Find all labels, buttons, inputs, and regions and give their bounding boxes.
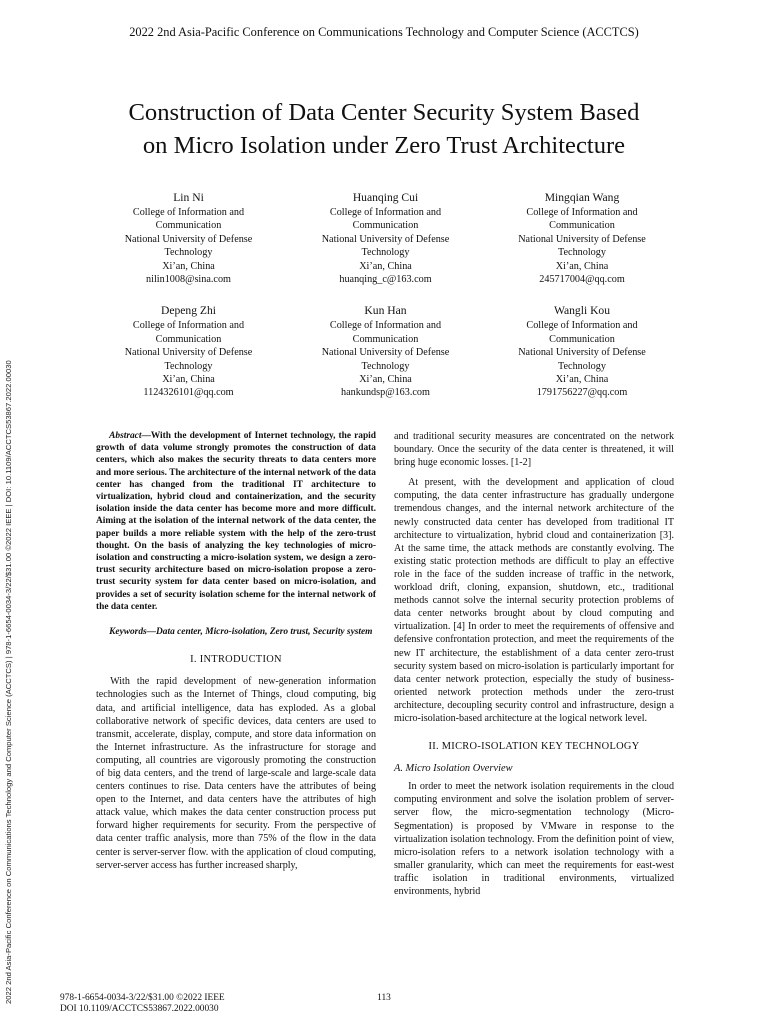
- title-line-1: Construction of Data Center Security System Based: [128, 99, 640, 126]
- author-email: nilin1008@sina.com: [146, 274, 231, 286]
- author-affiliation: National University of Defense: [124, 347, 253, 359]
- author-affiliation: Technology: [361, 360, 410, 372]
- author-email: 1124326101@qq.com: [143, 387, 234, 399]
- author-affiliation: College of Information and: [329, 320, 442, 332]
- section-heading-micro-isolation: II. MICRO-ISOLATION KEY TECHNOLOGY: [428, 741, 640, 753]
- section-heading-introduction: I. INTRODUCTION: [190, 654, 282, 666]
- author-affiliation: College of Information and: [526, 207, 638, 218]
- author-name: Lin Ni: [173, 191, 204, 204]
- author-email: 245717004@qq.com: [539, 274, 625, 286]
- author-affiliation: National University of Defense: [518, 233, 646, 245]
- author-name: Kun Han: [364, 304, 407, 318]
- author-affiliation: Communication: [352, 333, 419, 345]
- author-name: Depeng Zhi: [160, 304, 217, 318]
- author-affiliation: Technology: [558, 360, 606, 372]
- author-name: Mingqian Wang: [544, 191, 620, 204]
- abstract-lead: Abstract: [109, 431, 142, 441]
- author-affiliation: Communication: [549, 220, 615, 232]
- author-card: [484, 190, 680, 286]
- author-email: 1791756227@qq.com: [536, 387, 628, 399]
- author-affiliation: College of Information and: [132, 207, 245, 218]
- paper-title: [60, 96, 708, 162]
- paragraph: At present, with the development and application of cloud computing, the data center infrastructure has gradually undergone tremendous changes, and the internal network architecture of the newly constructed data center has developed from traditional IT architecture to virtualization, hybrid cloud and containerization [3]. At the same time, the attack methods are constantly evolving. The existing static protection methods are difficult to play an effective role in the face of the sudden increase of traffic in the network, workload drift, cloning, expansion, shutdown, etc., traditional methods cannot solve the internal security protection problems of data center networks brought about by cloud computing and virtualization. [4] In order to meet the requirements of offensive and defensive confrontation protection, and meet the requirements of the new IT architecture, the establishment of a data center zero-trust security system based on micro-isolation is particularly important for data center network protection, especially the study of business-oriented network protection methods under the zero-trust architecture, decoupling security control and infrastructure, design a micro-isolation-based architecture at the logical network level.: [394, 477, 674, 724]
- left-column: [96, 430, 376, 872]
- doi-side-strip: 2022 2nd Asia-Pacific Conference on Communications Technology and Computer Science (ACCTCS) | 978-1-6654-0034-3/22/$31.00 ©2022 IEEE | DOI: 10.1109/ACCTCS53867.2022.00030: [4, 360, 13, 1004]
- author-city: Xi’an, China: [162, 374, 215, 386]
- right-column: [394, 430, 674, 898]
- author-city: Xi’an, China: [162, 260, 215, 272]
- author-block: [90, 190, 680, 400]
- page-number: 113: [377, 993, 391, 1003]
- author-affiliation: Communication: [155, 220, 222, 232]
- abstract: [96, 430, 376, 613]
- author-name: Wangli Kou: [553, 304, 611, 318]
- author-city: Xi’an, China: [359, 260, 412, 272]
- author-affiliation: National University of Defense: [124, 233, 253, 245]
- author-affiliation: College of Information and: [329, 207, 442, 218]
- author-affiliation: Technology: [558, 247, 606, 259]
- keywords: Keywords—Data center, Micro-isolation, Zero trust, Security system: [109, 627, 373, 638]
- author-card: [90, 303, 287, 399]
- footer-isbn: 978-1-6654-0034-3/22/$31.00 ©2022 IEEE: [60, 993, 225, 1003]
- paragraph: In order to meet the network isolation requirements in the cloud computing environment and solve the isolation problem of server-server flow, the micro-segmentation technology (Micro-Segmentation) is proposed by VMware in response to the virtualization isolation technology. From the definition point of view, micro-isolation refers to a network isolation technology with a smaller granularity, which can meet the requirements for east-west traffic isolation in traditional environments, virtualized environments, hybrid: [394, 781, 674, 897]
- author-affiliation: Communication: [155, 333, 222, 345]
- author-affiliation: College of Information and: [526, 320, 638, 332]
- author-city: Xi’an, China: [555, 374, 609, 386]
- author-affiliation: Communication: [549, 333, 615, 345]
- author-affiliation: National University of Defense: [321, 233, 450, 245]
- author-affiliation: National University of Defense: [518, 347, 646, 359]
- author-card: [287, 190, 484, 286]
- subsection-heading: A. Micro Isolation Overview: [394, 763, 513, 775]
- title-line-2: on Micro Isolation under Zero Trust Architecture: [142, 132, 626, 159]
- paragraph: With the rapid development of new-generation information technologies such as the Internet of Things, cloud computing, big data, and artificial intelligence, data has exploded. As a global collaborative network of specific devices, data centers are used to transmit, accelerate, display, compute, and store data information on the Internet infrastructure. As the infrastructure for storage and computing, all countries are vigorously promoting the construction of big data centers, and the trend of large-scale and large-scale data centers continues to rise. Data centers have the attributes of being open to the Internet, and data centers have the attributes of high attack value, which makes the data center construction process put forward higher requirements for security. From the perspective of data center traffic analysis, more than 75% of the flow in the data center is server-server flow. with the application of cloud computing, server-server access has further increased sharply,: [96, 676, 376, 871]
- conference-header: 2022 2nd Asia-Pacific Conference on Communications Technology and Computer Science (ACCTCS): [129, 25, 639, 39]
- author-affiliation: Technology: [164, 247, 213, 259]
- author-email: huanqing_c@163.com: [339, 274, 432, 286]
- author-card: [484, 303, 680, 399]
- author-affiliation: Technology: [164, 360, 213, 372]
- paragraph: and traditional security measures are concentrated on the network boundary. Once the security of the data center is threatened, it will bring huge economic losses. [1-2]: [394, 431, 674, 469]
- author-affiliation: Communication: [352, 220, 419, 232]
- author-card: [287, 303, 484, 399]
- author-city: Xi’an, China: [555, 260, 609, 272]
- author-name: Huanqing Cui: [352, 191, 419, 204]
- author-email: hankundsp@163.com: [341, 387, 430, 399]
- author-affiliation: National University of Defense: [321, 347, 450, 359]
- footer-doi: DOI 10.1109/ACCTCS53867.2022.00030: [60, 1004, 219, 1014]
- author-affiliation: Technology: [361, 247, 410, 259]
- author-city: Xi’an, China: [359, 374, 412, 386]
- author-affiliation: College of Information and: [132, 320, 245, 332]
- author-card: [90, 190, 287, 286]
- abstract-body: —With the development of Internet technology, the rapid growth of data volume strongly promotes the construction of data centers, which also makes the security threats to data centers more and more serious. The architecture of the internal network of the data center has changed from the traditional IT architecture to virtualization, hybrid cloud and containerization, and the security isolation inside the data center has become more and more difficult. Aiming at the isolation of the internal network of the data center, the paper builds a more reliable system with the help of the zero-trust thought. On the basis of analyzing the key technologies of micro-isolation and constructing a micro-isolation system, we design a zero-trust security architecture based on micro-isolation propose a zero-trust security system for data center based on micro-isolation, and provides a set of security isolation scheme for the internal network of the data center.: [96, 431, 376, 612]
